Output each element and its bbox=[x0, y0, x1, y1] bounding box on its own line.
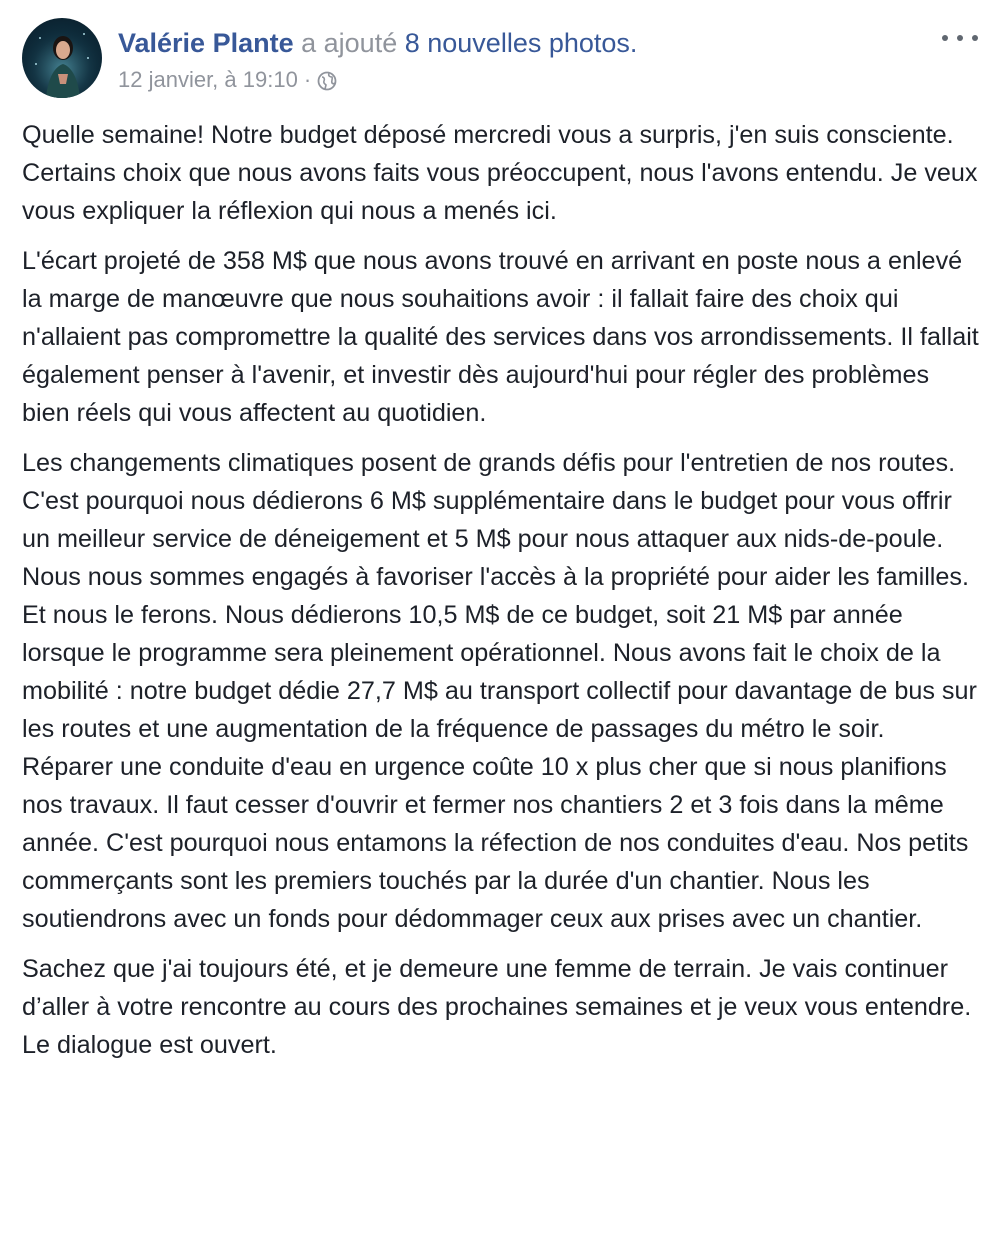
globe-icon[interactable] bbox=[317, 70, 337, 90]
action-text: a ajouté bbox=[301, 28, 398, 58]
post-header bbox=[20, 18, 980, 102]
post-paragraph: L'écart projeté de 358 M$ que nous avons trouvé en arrivant en poste nous a enlevé la marge de manœuvre que nous souhaitions avoir : il fallait faire des choix qui n'allaient pas compromettre la qualité des services dans vos arrondissements. Il fallait également penser à l'avenir, et investir dès aujourd'hui pour régler des problèmes bien réels qui vous affectent au quotidien. bbox=[22, 247, 979, 427]
post-paragraph: Les changements climatiques posent de grands défis pour l'entretien de nos routes. C'est pourquoi nous dédierons 6 M$ supplémentaire dans le budget pour vous offrir un meilleur service de déneigement et 5 M$ pour nous attaquer aux nids-de-poule. Nous nous sommes engagés à favoriser l'accès à la propriété pour aider les familles. Et nous le ferons. Nous dédierons 10,5 M$ de ce budget, soit 21 M$ par année lorsque le programme sera pleinement opérationnel. Nous avons fait le choix de la mobilité : notre budget dédie 27,7 M$ au transport collectif pour davantage de bus sur les routes et une augmentation de la fréquence de passages du métro le soir. Réparer une conduite d'eau en urgence coûte 10 x plus cher que si nous planifions nos travaux. Il faut cesser d'ouvrir et fermer nos chantiers 2 et 3 fois dans la même année. C'est pourquoi nous entamons la réfection de nos conduites d'eau. Nos petits commerçants sont les premiers touchés par la durée d'un chantier. Nous les soutiendrons avec un fonds pour dédommager ceux aux prises avec un chantier. bbox=[22, 449, 977, 933]
avatar-photo bbox=[22, 18, 102, 98]
more-options-icon[interactable] bbox=[942, 28, 978, 48]
author-name-link[interactable]: Valérie Plante bbox=[118, 28, 294, 58]
post-meta bbox=[118, 66, 337, 94]
more-dot bbox=[942, 35, 948, 41]
photos-link[interactable]: 8 nouvelles photos. bbox=[404, 28, 638, 58]
post-paragraph: Sachez que j'ai toujours été, et je demeure une femme de terrain. Je vais continuer d’aller à votre rencontre au cours des prochaines semaines et je veux vous entendre. Le dialogue est ouvert. bbox=[22, 955, 972, 1059]
timestamp-link[interactable]: 12 janvier, à 19:10 bbox=[118, 67, 298, 92]
avatar[interactable] bbox=[22, 18, 102, 98]
meta-separator: · bbox=[303, 67, 312, 92]
more-dot bbox=[957, 35, 963, 41]
post-paragraph: Quelle semaine! Notre budget déposé mercredi vous a surpris, j'en suis consciente. Certains choix que nous avons faits vous préoccupent, nous l'avons entendu. Je veux vous expliquer la réflexion qui nous a menés ici. bbox=[22, 121, 978, 225]
post-body bbox=[22, 116, 982, 1076]
post-title-line bbox=[118, 26, 637, 60]
more-dot bbox=[972, 35, 978, 41]
